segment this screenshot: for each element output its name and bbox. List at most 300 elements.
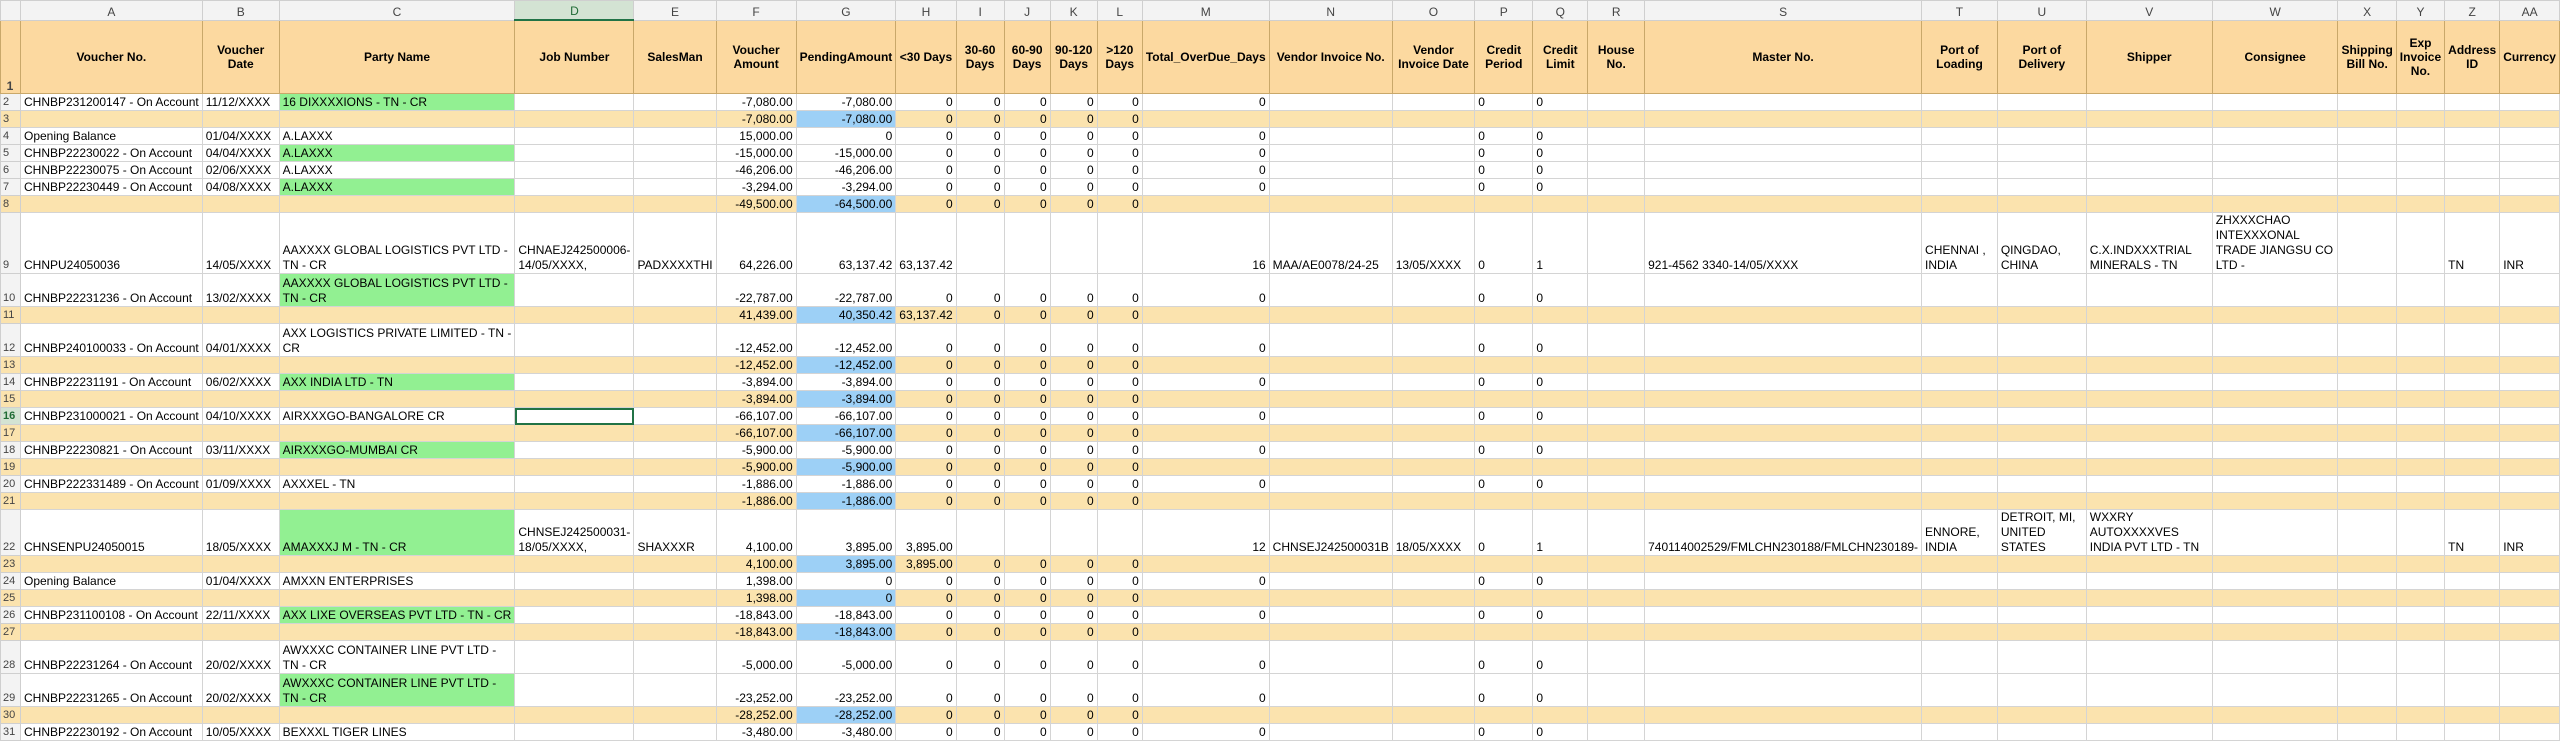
- header-cell-d[interactable]: Job Number: [515, 20, 634, 94]
- cell-k[interactable]: 0: [1050, 307, 1097, 324]
- cell-u[interactable]: [1997, 274, 2086, 307]
- cell-g[interactable]: 63,137.42: [796, 213, 896, 274]
- cell-d[interactable]: [515, 442, 634, 459]
- cell-g[interactable]: 3,895.00: [796, 556, 896, 573]
- cell-r[interactable]: [1588, 94, 1645, 111]
- cell-g[interactable]: -7,080.00: [796, 94, 896, 111]
- cell-d[interactable]: [515, 707, 634, 724]
- cell-v[interactable]: WXXRY AUTOXXXXVES INDIA PVT LTD - TN: [2086, 510, 2212, 556]
- cell-e[interactable]: [634, 357, 716, 374]
- cell-k[interactable]: 0: [1050, 493, 1097, 510]
- cell-e[interactable]: [634, 162, 716, 179]
- cell-o[interactable]: [1392, 179, 1474, 196]
- cell-x[interactable]: [2338, 724, 2396, 741]
- cell-t[interactable]: [1922, 111, 1998, 128]
- cell-m[interactable]: 0: [1142, 179, 1269, 196]
- cell-g[interactable]: -1,886.00: [796, 476, 896, 493]
- cell-h[interactable]: 0: [896, 573, 956, 590]
- cell-d[interactable]: [515, 274, 634, 307]
- cell-s[interactable]: [1645, 274, 1922, 307]
- cell-y[interactable]: [2396, 391, 2444, 408]
- cell-f[interactable]: -28,252.00: [716, 707, 796, 724]
- cell-c[interactable]: AXX LIXE OVERSEAS PVT LTD - TN - CR: [279, 607, 515, 624]
- cell-y[interactable]: [2396, 94, 2444, 111]
- cell-l[interactable]: 0: [1097, 573, 1142, 590]
- cell-f[interactable]: -22,787.00: [716, 274, 796, 307]
- header-cell-b[interactable]: Voucher Date: [202, 20, 279, 94]
- cell-n[interactable]: [1269, 556, 1392, 573]
- cell-e[interactable]: [634, 556, 716, 573]
- cell-o[interactable]: [1392, 573, 1474, 590]
- cell-g[interactable]: -15,000.00: [796, 145, 896, 162]
- cell-k[interactable]: 0: [1050, 324, 1097, 357]
- cell-r[interactable]: [1588, 442, 1645, 459]
- cell-n[interactable]: [1269, 590, 1392, 607]
- cell-o[interactable]: [1392, 357, 1474, 374]
- cell-g[interactable]: -46,206.00: [796, 162, 896, 179]
- cell-e[interactable]: [634, 391, 716, 408]
- cell-a[interactable]: CHNBP22230075 - On Account: [20, 162, 202, 179]
- header-cell-q[interactable]: Credit Limit: [1533, 20, 1588, 94]
- cell-z[interactable]: TN: [2445, 213, 2500, 274]
- cell-s[interactable]: [1645, 707, 1922, 724]
- cell-aa[interactable]: INR: [2500, 213, 2560, 274]
- cell-y[interactable]: [2396, 707, 2444, 724]
- cell-q[interactable]: 0: [1533, 374, 1588, 391]
- cell-k[interactable]: 0: [1050, 179, 1097, 196]
- cell-t[interactable]: [1922, 641, 1998, 674]
- cell-q[interactable]: [1533, 556, 1588, 573]
- cell-a[interactable]: [20, 196, 202, 213]
- cell-i[interactable]: 0: [956, 179, 1004, 196]
- cell-g[interactable]: -5,000.00: [796, 641, 896, 674]
- cell-n[interactable]: [1269, 459, 1392, 476]
- cell-f[interactable]: -3,894.00: [716, 374, 796, 391]
- cell-r[interactable]: [1588, 307, 1645, 324]
- cell-i[interactable]: 0: [956, 145, 1004, 162]
- cell-l[interactable]: 0: [1097, 476, 1142, 493]
- cell-u[interactable]: [1997, 641, 2086, 674]
- cell-l[interactable]: [1097, 510, 1142, 556]
- cell-aa[interactable]: [2500, 111, 2560, 128]
- cell-h[interactable]: 0: [896, 111, 956, 128]
- cell-a[interactable]: CHNSENPU24050015: [20, 510, 202, 556]
- cell-h[interactable]: 0: [896, 624, 956, 641]
- column-header-b[interactable]: B: [202, 1, 279, 21]
- cell-t[interactable]: [1922, 196, 1998, 213]
- cell-t[interactable]: [1922, 724, 1998, 741]
- cell-u[interactable]: [1997, 128, 2086, 145]
- cell-g[interactable]: -3,480.00: [796, 724, 896, 741]
- cell-s[interactable]: [1645, 459, 1922, 476]
- cell-g[interactable]: 0: [796, 590, 896, 607]
- cell-k[interactable]: 0: [1050, 408, 1097, 425]
- cell-p[interactable]: [1475, 590, 1533, 607]
- cell-w[interactable]: [2212, 476, 2338, 493]
- cell-q[interactable]: 0: [1533, 324, 1588, 357]
- cell-j[interactable]: 0: [1004, 707, 1050, 724]
- cell-f[interactable]: -12,452.00: [716, 324, 796, 357]
- cell-v[interactable]: [2086, 724, 2212, 741]
- cell-c[interactable]: A.LAXXX: [279, 162, 515, 179]
- cell-f[interactable]: -3,480.00: [716, 724, 796, 741]
- cell-l[interactable]: 0: [1097, 707, 1142, 724]
- row-number[interactable]: 6: [1, 162, 21, 179]
- cell-h[interactable]: 0: [896, 590, 956, 607]
- cell-f[interactable]: -15,000.00: [716, 145, 796, 162]
- cell-f[interactable]: -18,843.00: [716, 624, 796, 641]
- cell-i[interactable]: 0: [956, 724, 1004, 741]
- cell-l[interactable]: 0: [1097, 425, 1142, 442]
- cell-w[interactable]: [2212, 493, 2338, 510]
- cell-u[interactable]: [1997, 145, 2086, 162]
- cell-k[interactable]: 0: [1050, 111, 1097, 128]
- cell-y[interactable]: [2396, 179, 2444, 196]
- cell-m[interactable]: 0: [1142, 724, 1269, 741]
- cell-d[interactable]: [515, 573, 634, 590]
- cell-q[interactable]: 0: [1533, 573, 1588, 590]
- cell-t[interactable]: [1922, 391, 1998, 408]
- cell-o[interactable]: [1392, 607, 1474, 624]
- column-header-a[interactable]: A: [20, 1, 202, 21]
- cell-v[interactable]: [2086, 324, 2212, 357]
- cell-w[interactable]: [2212, 145, 2338, 162]
- cell-aa[interactable]: [2500, 391, 2560, 408]
- cell-p[interactable]: 0: [1475, 408, 1533, 425]
- cell-p[interactable]: 0: [1475, 128, 1533, 145]
- cell-p[interactable]: 0: [1475, 145, 1533, 162]
- cell-x[interactable]: [2338, 493, 2396, 510]
- cell-w[interactable]: [2212, 357, 2338, 374]
- cell-r[interactable]: [1588, 707, 1645, 724]
- cell-q[interactable]: 0: [1533, 145, 1588, 162]
- cell-n[interactable]: [1269, 94, 1392, 111]
- cell-k[interactable]: 0: [1050, 573, 1097, 590]
- header-cell-t[interactable]: Port of Loading: [1922, 20, 1998, 94]
- cell-p[interactable]: [1475, 111, 1533, 128]
- cell-d[interactable]: [515, 590, 634, 607]
- cell-m[interactable]: [1142, 556, 1269, 573]
- cell-d[interactable]: [515, 408, 634, 425]
- cell-b[interactable]: 03/11/XXXX: [202, 442, 279, 459]
- cell-x[interactable]: [2338, 408, 2396, 425]
- cell-f[interactable]: -3,894.00: [716, 391, 796, 408]
- cell-g[interactable]: -18,843.00: [796, 624, 896, 641]
- cell-l[interactable]: 0: [1097, 357, 1142, 374]
- cell-d[interactable]: [515, 476, 634, 493]
- cell-x[interactable]: [2338, 274, 2396, 307]
- cell-p[interactable]: 0: [1475, 573, 1533, 590]
- cell-g[interactable]: -3,894.00: [796, 391, 896, 408]
- cell-x[interactable]: [2338, 510, 2396, 556]
- cell-i[interactable]: 0: [956, 111, 1004, 128]
- cell-c[interactable]: BEXXXL TIGER LINES: [279, 724, 515, 741]
- cell-o[interactable]: [1392, 624, 1474, 641]
- column-header-m[interactable]: M: [1142, 1, 1269, 21]
- cell-l[interactable]: 0: [1097, 145, 1142, 162]
- cell-b[interactable]: [202, 459, 279, 476]
- cell-x[interactable]: [2338, 324, 2396, 357]
- cell-e[interactable]: [634, 624, 716, 641]
- cell-aa[interactable]: [2500, 145, 2560, 162]
- cell-k[interactable]: 0: [1050, 624, 1097, 641]
- cell-d[interactable]: [515, 128, 634, 145]
- cell-y[interactable]: [2396, 674, 2444, 707]
- cell-o[interactable]: [1392, 425, 1474, 442]
- cell-z[interactable]: [2445, 425, 2500, 442]
- cell-x[interactable]: [2338, 374, 2396, 391]
- cell-e[interactable]: [634, 324, 716, 357]
- cell-x[interactable]: [2338, 624, 2396, 641]
- cell-y[interactable]: [2396, 374, 2444, 391]
- cell-s[interactable]: [1645, 476, 1922, 493]
- cell-u[interactable]: [1997, 425, 2086, 442]
- cell-n[interactable]: [1269, 624, 1392, 641]
- cell-a[interactable]: CHNBP231100108 - On Account: [20, 607, 202, 624]
- cell-y[interactable]: [2396, 111, 2444, 128]
- cell-i[interactable]: 0: [956, 128, 1004, 145]
- row-number[interactable]: 5: [1, 145, 21, 162]
- cell-z[interactable]: [2445, 459, 2500, 476]
- cell-g[interactable]: -12,452.00: [796, 324, 896, 357]
- cell-s[interactable]: [1645, 493, 1922, 510]
- cell-c[interactable]: [279, 493, 515, 510]
- cell-r[interactable]: [1588, 111, 1645, 128]
- cell-i[interactable]: 0: [956, 196, 1004, 213]
- cell-s[interactable]: [1645, 391, 1922, 408]
- cell-h[interactable]: 0: [896, 274, 956, 307]
- cell-j[interactable]: [1004, 213, 1050, 274]
- cell-w[interactable]: [2212, 707, 2338, 724]
- cell-q[interactable]: [1533, 425, 1588, 442]
- cell-d[interactable]: [515, 607, 634, 624]
- cell-q[interactable]: 0: [1533, 162, 1588, 179]
- cell-b[interactable]: 14/05/XXXX: [202, 213, 279, 274]
- cell-p[interactable]: 0: [1475, 374, 1533, 391]
- column-header-r[interactable]: R: [1588, 1, 1645, 21]
- cell-v[interactable]: [2086, 357, 2212, 374]
- cell-x[interactable]: [2338, 476, 2396, 493]
- cell-z[interactable]: [2445, 590, 2500, 607]
- column-header-k[interactable]: K: [1050, 1, 1097, 21]
- cell-aa[interactable]: [2500, 274, 2560, 307]
- cell-y[interactable]: [2396, 493, 2444, 510]
- cell-n[interactable]: [1269, 391, 1392, 408]
- row-number[interactable]: 25: [1, 590, 21, 607]
- cell-b[interactable]: 22/11/XXXX: [202, 607, 279, 624]
- cell-l[interactable]: 0: [1097, 374, 1142, 391]
- cell-p[interactable]: 0: [1475, 94, 1533, 111]
- cell-x[interactable]: [2338, 556, 2396, 573]
- cell-z[interactable]: [2445, 408, 2500, 425]
- header-cell-r[interactable]: House No.: [1588, 20, 1645, 94]
- cell-u[interactable]: [1997, 607, 2086, 624]
- cell-h[interactable]: 0: [896, 408, 956, 425]
- cell-f[interactable]: 15,000.00: [716, 128, 796, 145]
- column-header-n[interactable]: N: [1269, 1, 1392, 21]
- cell-x[interactable]: [2338, 307, 2396, 324]
- cell-u[interactable]: [1997, 493, 2086, 510]
- column-header-i[interactable]: I: [956, 1, 1004, 21]
- cell-e[interactable]: [634, 111, 716, 128]
- cell-q[interactable]: 0: [1533, 674, 1588, 707]
- cell-t[interactable]: [1922, 357, 1998, 374]
- cell-u[interactable]: [1997, 590, 2086, 607]
- cell-z[interactable]: [2445, 111, 2500, 128]
- cell-f[interactable]: -23,252.00: [716, 674, 796, 707]
- cell-w[interactable]: [2212, 510, 2338, 556]
- cell-o[interactable]: [1392, 476, 1474, 493]
- cell-o[interactable]: [1392, 493, 1474, 510]
- cell-v[interactable]: [2086, 196, 2212, 213]
- cell-a[interactable]: [20, 590, 202, 607]
- header-cell-i[interactable]: 30-60 Days: [956, 20, 1004, 94]
- cell-a[interactable]: Opening Balance: [20, 573, 202, 590]
- cell-i[interactable]: 0: [956, 374, 1004, 391]
- cell-z[interactable]: [2445, 145, 2500, 162]
- cell-j[interactable]: 0: [1004, 94, 1050, 111]
- cell-w[interactable]: [2212, 274, 2338, 307]
- cell-i[interactable]: 0: [956, 476, 1004, 493]
- cell-b[interactable]: 20/02/XXXX: [202, 674, 279, 707]
- cell-k[interactable]: 0: [1050, 724, 1097, 741]
- cell-i[interactable]: 0: [956, 674, 1004, 707]
- cell-y[interactable]: [2396, 607, 2444, 624]
- cell-e[interactable]: [634, 607, 716, 624]
- cell-l[interactable]: [1097, 213, 1142, 274]
- cell-g[interactable]: -1,886.00: [796, 493, 896, 510]
- cell-d[interactable]: [515, 724, 634, 741]
- cell-f[interactable]: -66,107.00: [716, 425, 796, 442]
- cell-o[interactable]: [1392, 307, 1474, 324]
- header-cell-o[interactable]: Vendor Invoice Date: [1392, 20, 1474, 94]
- cell-y[interactable]: [2396, 274, 2444, 307]
- cell-q[interactable]: [1533, 707, 1588, 724]
- cell-t[interactable]: [1922, 624, 1998, 641]
- cell-b[interactable]: [202, 556, 279, 573]
- cell-x[interactable]: [2338, 674, 2396, 707]
- cell-z[interactable]: [2445, 607, 2500, 624]
- cell-v[interactable]: [2086, 556, 2212, 573]
- cell-h[interactable]: 0: [896, 324, 956, 357]
- cell-w[interactable]: [2212, 408, 2338, 425]
- cell-b[interactable]: 04/08/XXXX: [202, 179, 279, 196]
- cell-u[interactable]: [1997, 162, 2086, 179]
- cell-p[interactable]: 0: [1475, 510, 1533, 556]
- cell-o[interactable]: [1392, 459, 1474, 476]
- cell-w[interactable]: [2212, 573, 2338, 590]
- cell-x[interactable]: [2338, 196, 2396, 213]
- row-number[interactable]: 14: [1, 374, 21, 391]
- cell-j[interactable]: 0: [1004, 145, 1050, 162]
- cell-e[interactable]: [634, 94, 716, 111]
- cell-d[interactable]: [515, 674, 634, 707]
- row-number[interactable]: 17: [1, 425, 21, 442]
- cell-m[interactable]: 0: [1142, 674, 1269, 707]
- cell-u[interactable]: [1997, 442, 2086, 459]
- cell-e[interactable]: [634, 573, 716, 590]
- cell-p[interactable]: [1475, 459, 1533, 476]
- cell-a[interactable]: CHNBP231000021 - On Account: [20, 408, 202, 425]
- cell-n[interactable]: [1269, 111, 1392, 128]
- cell-i[interactable]: [956, 213, 1004, 274]
- cell-d[interactable]: [515, 493, 634, 510]
- cell-v[interactable]: [2086, 674, 2212, 707]
- cell-j[interactable]: 0: [1004, 357, 1050, 374]
- cell-b[interactable]: 18/05/XXXX: [202, 510, 279, 556]
- cell-b[interactable]: [202, 493, 279, 510]
- cell-w[interactable]: [2212, 674, 2338, 707]
- cell-aa[interactable]: [2500, 573, 2560, 590]
- cell-d[interactable]: [515, 374, 634, 391]
- cell-m[interactable]: 0: [1142, 476, 1269, 493]
- cell-z[interactable]: [2445, 573, 2500, 590]
- cell-c[interactable]: AWXXXC CONTAINER LINE PVT LTD - TN - CR: [279, 641, 515, 674]
- cell-s[interactable]: [1645, 590, 1922, 607]
- cell-y[interactable]: [2396, 442, 2444, 459]
- cell-a[interactable]: CHNBP240100033 - On Account: [20, 324, 202, 357]
- cell-d[interactable]: [515, 145, 634, 162]
- header-cell-h[interactable]: <30 Days: [896, 20, 956, 94]
- cell-y[interactable]: [2396, 476, 2444, 493]
- cell-l[interactable]: 0: [1097, 607, 1142, 624]
- cell-q[interactable]: 0: [1533, 607, 1588, 624]
- cell-h[interactable]: 0: [896, 145, 956, 162]
- cell-m[interactable]: [1142, 493, 1269, 510]
- cell-j[interactable]: 0: [1004, 196, 1050, 213]
- header-cell-u[interactable]: Port of Delivery: [1997, 20, 2086, 94]
- cell-t[interactable]: [1922, 145, 1998, 162]
- row-number[interactable]: 19: [1, 459, 21, 476]
- cell-y[interactable]: [2396, 556, 2444, 573]
- column-header-e[interactable]: E: [634, 1, 716, 21]
- cell-l[interactable]: 0: [1097, 162, 1142, 179]
- cell-s[interactable]: [1645, 724, 1922, 741]
- cell-p[interactable]: 0: [1475, 607, 1533, 624]
- cell-r[interactable]: [1588, 641, 1645, 674]
- cell-j[interactable]: 0: [1004, 607, 1050, 624]
- cell-f[interactable]: -1,886.00: [716, 476, 796, 493]
- cell-n[interactable]: [1269, 196, 1392, 213]
- cell-g[interactable]: -3,894.00: [796, 374, 896, 391]
- cell-d[interactable]: [515, 179, 634, 196]
- cell-j[interactable]: 0: [1004, 307, 1050, 324]
- cell-b[interactable]: [202, 624, 279, 641]
- cell-y[interactable]: [2396, 624, 2444, 641]
- cell-y[interactable]: [2396, 357, 2444, 374]
- header-cell-y[interactable]: Exp Invoice No.: [2396, 20, 2444, 94]
- cell-h[interactable]: 0: [896, 724, 956, 741]
- cell-aa[interactable]: [2500, 196, 2560, 213]
- cell-aa[interactable]: [2500, 607, 2560, 624]
- cell-w[interactable]: [2212, 459, 2338, 476]
- cell-r[interactable]: [1588, 274, 1645, 307]
- cell-r[interactable]: [1588, 556, 1645, 573]
- cell-aa[interactable]: [2500, 179, 2560, 196]
- cell-c[interactable]: [279, 425, 515, 442]
- cell-w[interactable]: [2212, 307, 2338, 324]
- cell-a[interactable]: CHNBP22230022 - On Account: [20, 145, 202, 162]
- cell-i[interactable]: 0: [956, 408, 1004, 425]
- row-number[interactable]: 3: [1, 111, 21, 128]
- cell-o[interactable]: [1392, 94, 1474, 111]
- cell-z[interactable]: [2445, 307, 2500, 324]
- cell-f[interactable]: -46,206.00: [716, 162, 796, 179]
- cell-x[interactable]: [2338, 128, 2396, 145]
- cell-i[interactable]: 0: [956, 307, 1004, 324]
- cell-s[interactable]: 740114002529/FMLCHN230188/FMLCHN230189-: [1645, 510, 1922, 556]
- cell-s[interactable]: [1645, 162, 1922, 179]
